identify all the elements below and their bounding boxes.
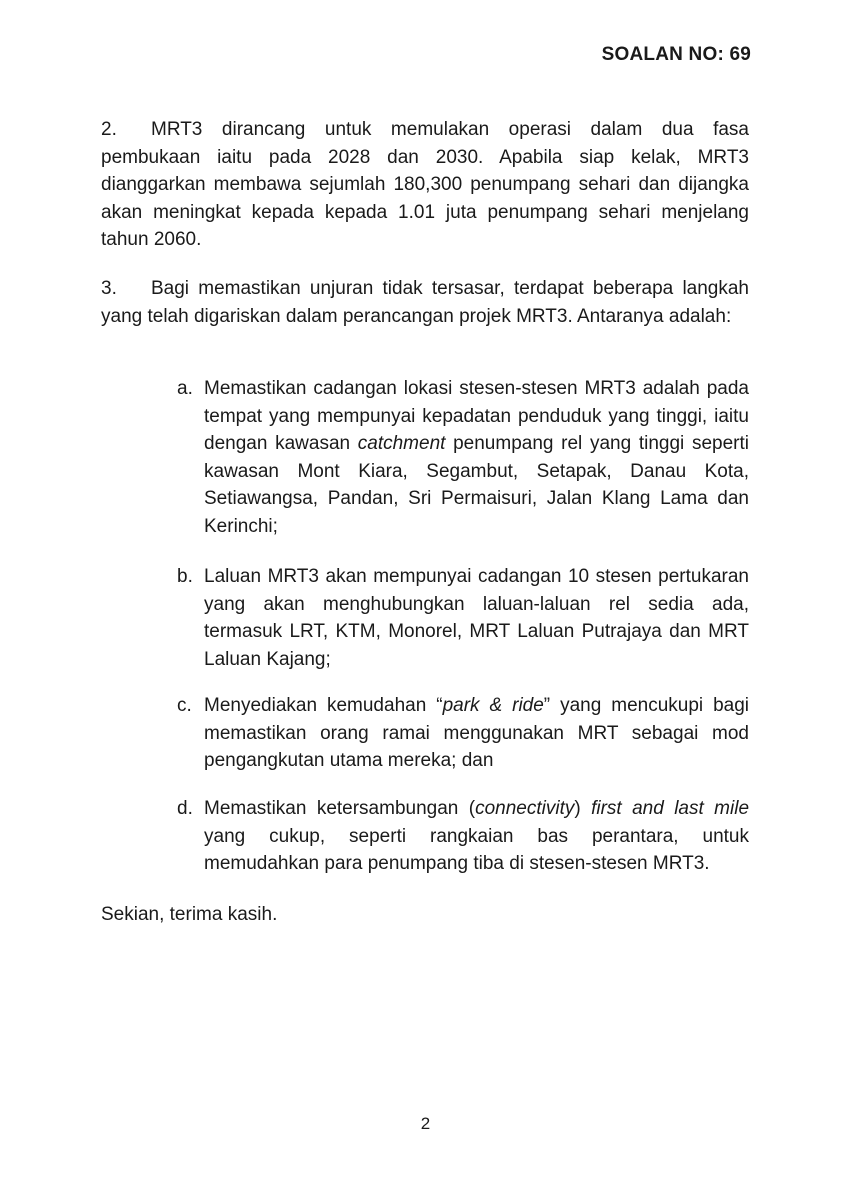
text-segment: ” yang mencukupi bagi memastikan orang ramai menggunakan MRT sebagai mod pengangkutan utama mereka; dan xyxy=(204,695,750,771)
page-number: 2 xyxy=(420,1114,431,1133)
text-segment: yang cukup, seperti rangkaian bas perantara, untuk memudahkan para penumpang tiba di stesen-stesen MRT3. xyxy=(204,825,749,874)
emphasis-connectivity: connectivity xyxy=(475,798,575,819)
text-segment: ) xyxy=(574,798,592,819)
question-number-header: SOALAN NO: 69 xyxy=(601,44,751,65)
text-segment: Memastikan ketersambungan ( xyxy=(204,798,476,819)
emphasis-first-last-mile: first and last mile xyxy=(591,798,750,819)
list-item-text xyxy=(204,375,749,540)
list-item-letter: b. xyxy=(177,566,193,587)
list-item-letter: c. xyxy=(177,695,192,716)
paragraph-number: 3. xyxy=(101,278,117,299)
list-item-a xyxy=(177,375,749,540)
emphasis-catchment: catchment xyxy=(357,433,446,454)
closing-remark: Sekian, terima kasih. xyxy=(101,904,278,925)
paragraph-text: Bagi memastikan unjuran tidak tersasar, terdapat beberapa langkah yang telah digariskan dalam perancangan projek MRT3. Antaranya adalah: xyxy=(101,278,749,327)
list-item-c xyxy=(177,692,749,775)
paragraph-3 xyxy=(101,275,749,330)
text-segment: penumpang rel yang tinggi seperti kawasan Mont Kiara, Segambut, Setapak, Danau Kota, Setiawangsa, Pandan, Sri Permaisuri, Jalan Klang Lama dan Kerinchi; xyxy=(204,433,749,537)
list-item-text xyxy=(204,692,749,775)
paragraph-number: 2. xyxy=(101,119,117,140)
text-segment: Menyediakan kemudahan “ xyxy=(204,695,443,716)
list-item-d xyxy=(177,795,749,878)
list-item-text: Laluan MRT3 akan mempunyai cadangan 10 stesen pertukaran yang akan menghubungkan laluan-laluan rel sedia ada, termasuk LRT, KTM, Monorel, MRT Laluan Putrajaya dan MRT Laluan Kajang; xyxy=(204,566,749,670)
list-item-text xyxy=(204,795,749,878)
list-item-b xyxy=(177,563,749,673)
emphasis-park-and-ride: park & ride xyxy=(442,695,544,716)
paragraph-text: MRT3 dirancang untuk memulakan operasi dalam dua fasa pembukaan iaitu pada 2028 dan 2030. Apabila siap kelak, MRT3 dianggarkan membawa sejumlah 180,300 penumpang sehari dan dijangka akan meningkat kepada kepada 1.01 juta penumpang sehari menjelang tahun 2060. xyxy=(101,119,749,250)
text-segment: Memastikan cadangan lokasi stesen-stesen MRT3 adalah pada tempat yang mempunyai kepadatan penduduk yang tinggi, iaitu dengan kawasan xyxy=(204,378,749,454)
list-item-letter: a. xyxy=(177,378,193,399)
paragraph-2 xyxy=(101,116,749,254)
list-item-letter: d. xyxy=(177,798,193,819)
